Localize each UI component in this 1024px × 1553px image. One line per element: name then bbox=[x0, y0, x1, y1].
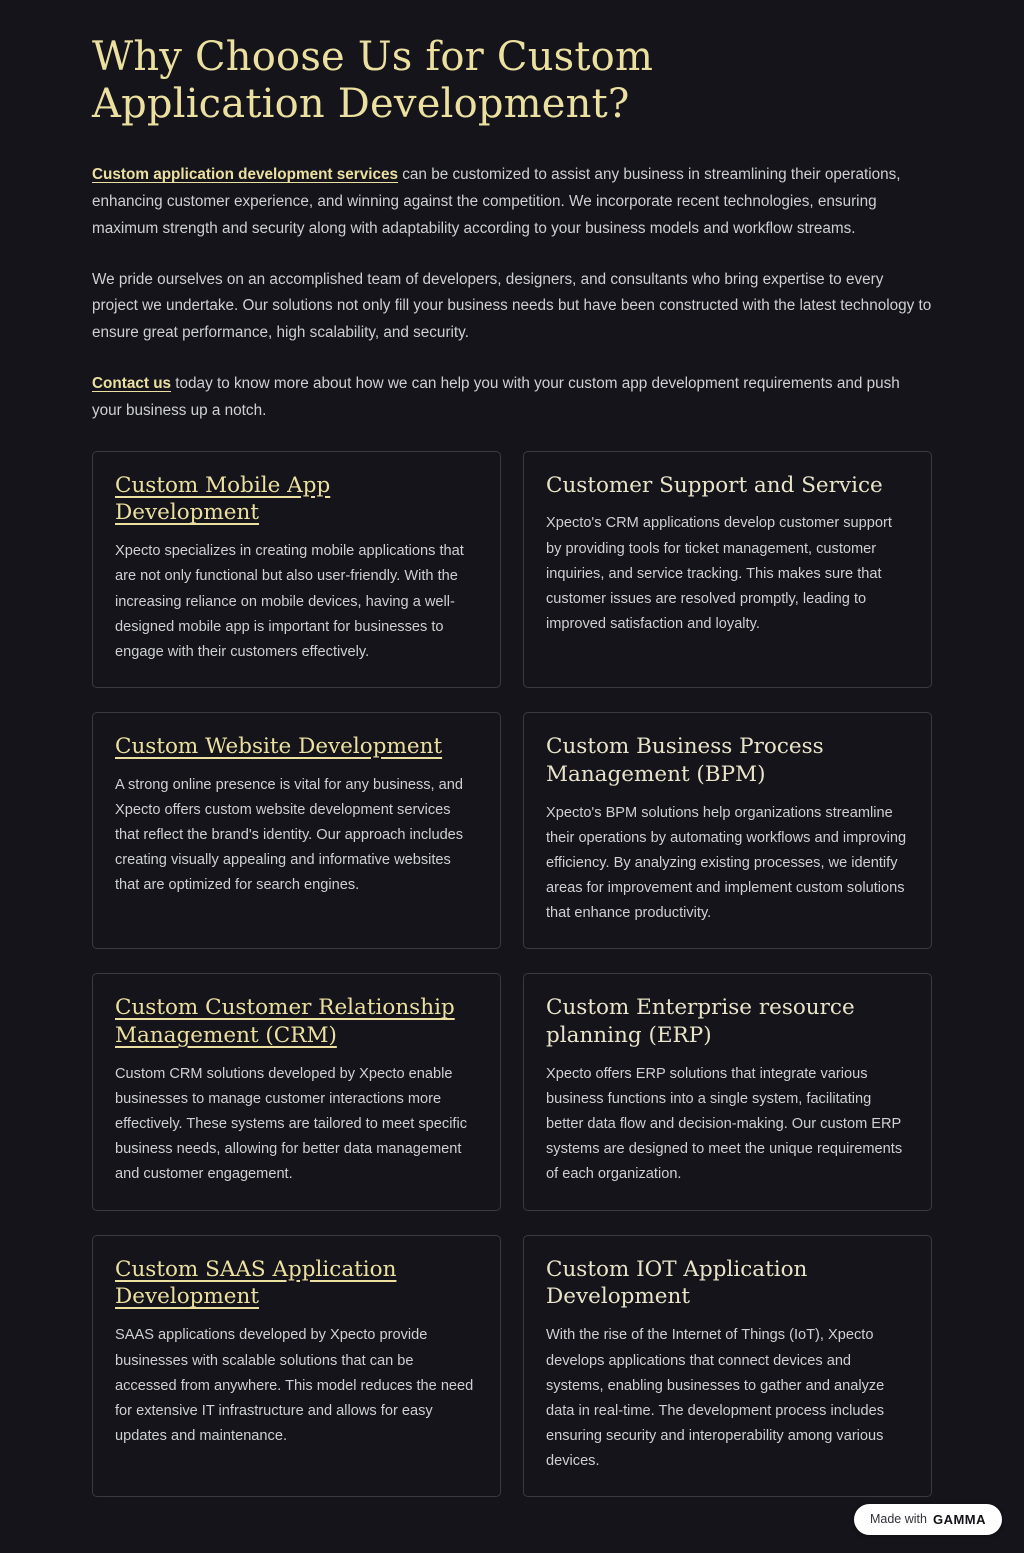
service-card-body: Xpecto's CRM applications develop customer support by providing tools for ticket management, customer inquiries, and service tracking. This makes sure that customer issues are resolved promptly, leading to improved satisfaction and loyalty. bbox=[546, 515, 892, 632]
service-card-body: Xpecto's BPM solutions help organizations streamline their operations by automating workflows and improving efficiency. By analyzing existing processes, we identify areas for improvement and implement custom solutions that enhance productivity. bbox=[546, 804, 907, 922]
service-card-title[interactable]: Custom Customer Relationship Management (CRM) bbox=[115, 995, 455, 1049]
service-card-title[interactable]: Custom Website Development bbox=[115, 733, 443, 759]
service-card-body: With the rise of the Internet of Things (IoT), Xpecto develops applications that connect devices and systems, enabling businesses to gather and analyze data in real-time. The development process includes ensuring security and interoperability among various devices. bbox=[546, 1327, 885, 1469]
service-card-title[interactable]: Custom SAAS Application Development bbox=[115, 1256, 397, 1310]
made-with-label: Made with bbox=[869, 1512, 927, 1527]
service-card[interactable] bbox=[92, 973, 501, 1210]
service-card-title: Customer Support and Service bbox=[546, 472, 883, 498]
service-card-body: A strong online presence is vital for any business, and Xpecto offers custom website development services that reflect the brand's identity. Our approach includes creating visually appealing and informative websites that are optimized for search engines. bbox=[115, 776, 464, 894]
service-card[interactable] bbox=[523, 451, 932, 688]
intro-paragraph-3 bbox=[92, 371, 932, 425]
service-card-body: Xpecto offers ERP solutions that integrate various business functions into a single system, facilitating better data flow and decision-making. Our custom ERP systems are designed to meet the unique requirements of each organization. bbox=[546, 1066, 903, 1183]
service-card-title: Custom Business Process Management (BPM) bbox=[546, 733, 824, 787]
service-card-body: SAAS applications developed by Xpecto provide businesses with scalable solutions that can be accessed from anywhere. This model reduces the need for extensive IT infrastructure and allows for easy updates and maintenance. bbox=[115, 1327, 474, 1444]
service-card-title: Custom Enterprise resource planning (ERP) bbox=[546, 995, 855, 1049]
service-card-body: Custom CRM solutions developed by Xpecto enable businesses to manage customer interactions more effectively. These systems are tailored to meet specific business needs, allowing for better data management and customer engagement. bbox=[115, 1066, 468, 1183]
gamma-logo: GAMMA bbox=[932, 1511, 986, 1527]
page-title: Why Choose Us for Custom Application Development? bbox=[92, 34, 654, 128]
service-card-grid bbox=[92, 451, 932, 1553]
service-card[interactable] bbox=[523, 973, 932, 1210]
service-card-title: Custom IOT Application Development bbox=[546, 1256, 808, 1310]
service-card[interactable] bbox=[92, 451, 501, 688]
service-card-body: Xpecto specializes in creating mobile applications that are not only functional but also user-friendly. With the increasing reliance on mobile devices, having a well-designed mobile app is important for businesses to engage with their customers effectively. bbox=[115, 543, 464, 660]
service-card[interactable] bbox=[523, 712, 932, 949]
service-card[interactable] bbox=[92, 1235, 501, 1497]
service-card[interactable] bbox=[92, 712, 501, 949]
intro-paragraph-1 bbox=[92, 162, 932, 242]
intro-paragraph-2: We pride ourselves on an accomplished team of developers, designers, and consultants who bring expertise to every project we undertake. Our solutions not only fill your business needs but have been constructed with the latest technology to ensure great performance, high scalability, and security. bbox=[92, 270, 932, 342]
made-with-gamma-badge[interactable] bbox=[854, 1504, 1002, 1535]
service-card[interactable] bbox=[523, 1235, 932, 1497]
contact-us-link[interactable]: Contact us bbox=[92, 374, 172, 392]
intro-paragraph-3-text: today to know more about how we can help you with your custom app development requirements and push your business up a notch. bbox=[92, 374, 900, 419]
intro-paragraph-1-text: can be customized to assist any business in streamlining their operations, enhancing customer experience, and winning against the competition. We incorporate recent technologies, ensuring maximum strength and security along with adaptability according to your business models and workflow streams. bbox=[92, 166, 901, 237]
service-card-title[interactable]: Custom Mobile App Development bbox=[115, 472, 331, 526]
custom-application-development-services-link[interactable]: Custom application development services bbox=[92, 166, 399, 184]
